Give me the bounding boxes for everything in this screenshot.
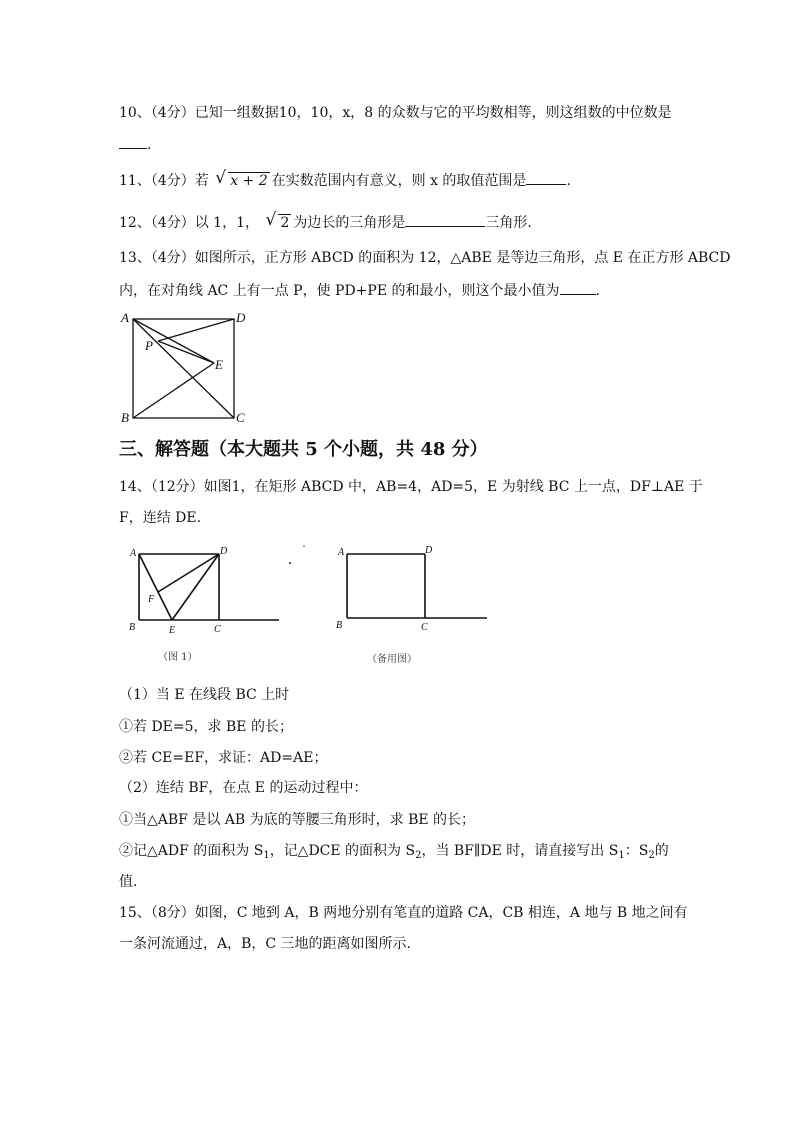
- sqrt-expression: [215, 168, 269, 191]
- label-a: A: [121, 310, 129, 325]
- question-13-line1: 如图所示，正方形 ABCD 的面积为 12，△ABE 是等边三角形，点 E 在正方形 ABCD: [194, 250, 731, 266]
- question-10-end: .: [147, 137, 152, 153]
- question-12-number: 12、（4分）: [119, 215, 195, 231]
- text-segment: ：S: [624, 843, 649, 859]
- label-a: A: [338, 547, 345, 558]
- radical-sign-icon: √: [215, 168, 227, 188]
- q14-part-2: （2）连结 BF，在点 E 的运动过程中：: [119, 780, 368, 796]
- q14-part-1: （1）当 E 在线段 BC 上时: [119, 687, 290, 703]
- question-11-number: 11、（4分）: [119, 173, 195, 189]
- q14-part-2-item-2-line2: 值.: [119, 874, 138, 890]
- label-e: E: [169, 625, 176, 636]
- segment-be: [133, 363, 214, 418]
- question-11-end: .: [566, 173, 571, 189]
- answer-blank: [405, 212, 485, 227]
- question-13-line2: 内，在对角线 AC 上有一点 P，使 PD+PE 的和最小，则这个最小值为: [119, 283, 560, 299]
- question-14: [119, 477, 703, 497]
- segment-pd: [158, 319, 234, 341]
- q14-part-1-item-2: ②若 CE=EF，求证：AD=AE；: [119, 750, 328, 766]
- question-12-before: 以 1，1，: [194, 215, 259, 231]
- section-3-title: 三、解答题（本大题共 5 个小题，共 48 分）: [119, 439, 488, 460]
- question-12-end: 三角形.: [485, 215, 532, 231]
- question-13-end: .: [595, 283, 600, 299]
- question-14-line1: 如图1，在矩形 ABCD 中，AB=4，AD=5，E 为射线 BC 上一点，DF⊥AE 于: [203, 479, 703, 495]
- q14-part-1-item-1: ①若 DE=5，求 BE 的长；: [119, 719, 293, 735]
- question-11-after: 在实数范围内有意义，则 x 的取值范围是: [271, 173, 527, 189]
- label-b: B: [121, 410, 129, 425]
- label-b: B: [129, 622, 136, 633]
- label-p: P: [145, 338, 153, 353]
- question-10: [119, 103, 672, 123]
- label-f: F: [148, 594, 155, 605]
- segment-df: [158, 554, 219, 592]
- text-segment: 的: [654, 843, 669, 859]
- rectangle-spare-figure: [332, 543, 492, 633]
- label-d: D: [220, 546, 228, 557]
- text-segment: ②记△ADF 的面积为 S: [119, 843, 264, 859]
- label-d: D: [425, 545, 433, 556]
- question-11: [119, 170, 571, 191]
- scan-dot: [303, 545, 305, 547]
- question-14-line2: F，连结 DE.: [119, 510, 202, 526]
- subscript: 2: [415, 850, 422, 861]
- text-segment: ，当 BF∥DE 时，请直接写出 S: [421, 843, 619, 859]
- answer-blank: [526, 170, 566, 185]
- label-c: C: [214, 624, 221, 635]
- sqrt-expression: [265, 210, 291, 233]
- question-15-number: 15、（8分）: [119, 905, 195, 921]
- question-15-line2: 一条河流通过，A，B，C 三地的距离如图所示.: [119, 936, 412, 952]
- question-15-line1: 如图，C 地到 A，B 两地分别有笔直的道路 CA，CB 相连，A 地与 B 地之间有: [194, 905, 688, 921]
- label-d: D: [236, 310, 246, 325]
- question-14-number: 14、（12分）: [119, 479, 204, 495]
- q14-part-2-item-2: [119, 841, 669, 866]
- spare-figure-caption: （备用图）: [367, 654, 417, 665]
- question-13-number: 13、（4分）: [119, 250, 195, 266]
- square-abcd-figure: [116, 308, 256, 428]
- label-b: B: [336, 620, 343, 631]
- figure-1-caption: （图 1）: [158, 652, 198, 663]
- question-15: [119, 903, 688, 923]
- question-12-after: 为边长的三角形是: [293, 215, 406, 231]
- text-segment: ，记△DCE 的面积为 S: [269, 843, 416, 859]
- radicand: x + 2: [230, 173, 268, 189]
- subscript: 1: [618, 850, 625, 861]
- question-11-before: 若: [194, 173, 209, 189]
- label-e: E: [215, 357, 223, 372]
- answer-blank: [119, 134, 147, 149]
- radicand: 2: [280, 215, 290, 231]
- question-13-line2-row: [119, 280, 600, 301]
- question-10-number: 10、（4分）: [119, 105, 195, 121]
- label-a: A: [130, 548, 137, 559]
- label-c: C: [421, 622, 428, 633]
- segment-de: [172, 554, 219, 620]
- question-10-text: 已知一组数据10，10，x，8 的众数与它的平均数相等，则这组数的中位数是: [194, 105, 672, 121]
- question-12: [119, 212, 532, 233]
- question-10-answer-line: [119, 134, 151, 155]
- rectangle-figure-1: [124, 543, 284, 638]
- label-c: C: [236, 410, 245, 425]
- scan-dot: [289, 562, 291, 564]
- radical-sign-icon: √: [265, 210, 277, 230]
- subscript: 2: [648, 850, 655, 861]
- question-13: [119, 248, 731, 268]
- q14-part-2-item-1: ①当△ABF 是以 AB 为底的等腰三角形时，求 BE 的长；: [119, 812, 476, 828]
- subscript: 1: [263, 850, 270, 861]
- answer-blank: [560, 280, 596, 295]
